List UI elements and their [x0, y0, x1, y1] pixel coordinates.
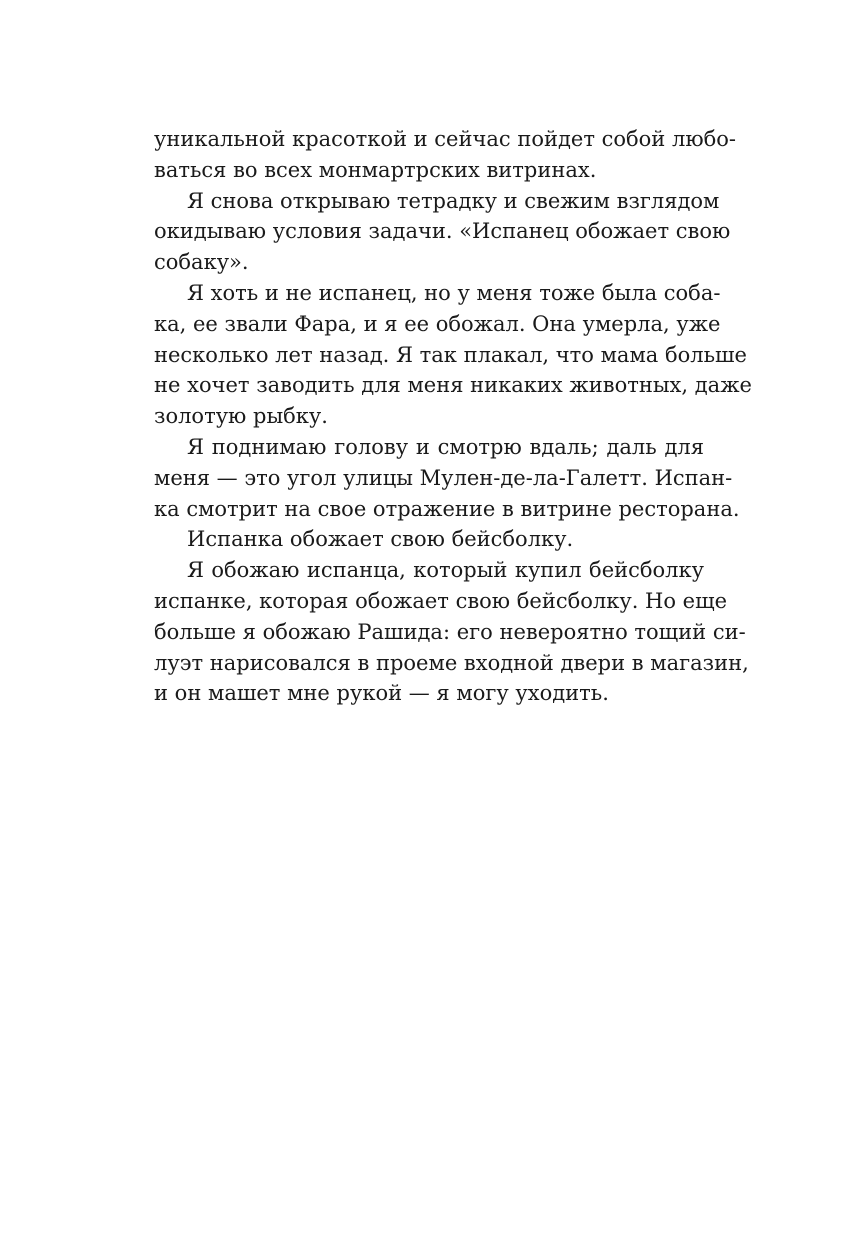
text-line: больше я обожаю Рашида: его невероятно тощий си- [154, 619, 746, 644]
text-line: и он машет мне рукой — я могу уходить. [154, 681, 609, 706]
text-line: меня — это угол улицы Мулен-де-ла-Галетт. Испан- [154, 465, 733, 490]
text-line: Я снова открываю тетрадку и свежим взглядом [187, 188, 720, 213]
text-line: луэт нарисовался в проеме входной двери в магазин, [154, 650, 749, 675]
text-line: ка смотрит на свое отражение в витрине ресторана. [154, 496, 740, 521]
text-line: собаку». [154, 250, 249, 275]
text-line: ка, ее звали Фара, и я ее обожал. Она умерла, уже [154, 311, 721, 336]
text-line: испанке, которая обожает свою бейсболку. Но еще [154, 588, 728, 613]
text-line: Я поднимаю голову и смотрю вдаль; даль для [187, 434, 704, 459]
text-line: ваться во всех монмартрских витринах. [154, 157, 597, 182]
text-line: золотую рыбку. [154, 404, 328, 429]
text-line: Я обожаю испанца, который купил бейсболку [187, 558, 704, 583]
text-line: Я хоть и не испанец, но у меня тоже была соба- [187, 280, 721, 305]
text-line: уникальной красоткой и сейчас пойдет собой любо- [154, 127, 736, 151]
text-line: не хочет заводить для меня никаких животных, даже [154, 373, 752, 398]
text-line: несколько лет назад. Я так плакал, что мама больше [154, 342, 747, 367]
text-line: Испанка обожает свою бейсболку. [187, 527, 574, 552]
text-line: окидываю условия задачи. «Испанец обожает свою [154, 219, 731, 244]
body-text [154, 124, 752, 709]
